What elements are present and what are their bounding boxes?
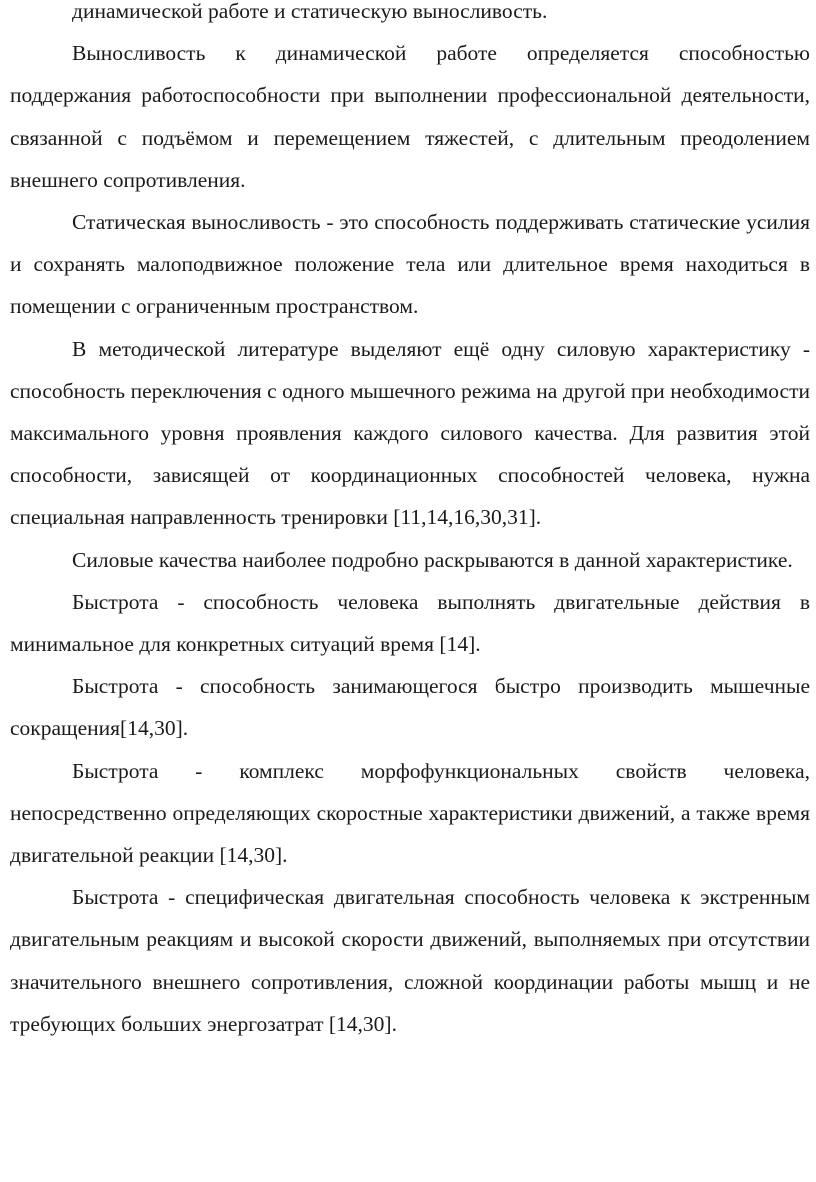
paragraph-dynamic-endurance: Выносливость к динамической работе определяется способностью поддержания работоспособности при выполнении профессиональной деятельности, связанной с подъёмом и перемещением тяжестей, с длительным преодолением внешнего сопротивления.	[10, 41, 810, 192]
paragraph-speed-definition-4: Быстрота - специфическая двигательная способность человека к экстренным двигательным реакциям и высокой скорости движений, выполняемых при отсутствии значительного внешнего сопротивления, сложной координации работы мышц и не требующих больших энергозатрат [14,30].	[10, 885, 810, 1036]
paragraph-speed-definition-1: Быстрота - способность человека выполнять двигательные действия в минимальное для конкретных ситуаций время [14].	[10, 589, 810, 657]
document-page	[10, 0, 810, 1045]
paragraph-static-endurance: Статическая выносливость - это способность поддерживать статические усилия и сохранять малоподвижное положение тела или длительное время находиться в помещении с ограниченным пространством.	[10, 210, 810, 319]
paragraph-strength-qualities: Силовые качества наиболее подробно раскрываются в данной характеристике.	[72, 547, 793, 572]
paragraph-switching-ability: В методической литературе выделяют ещё одну силовую характеристику - способность переключения с одного мышечного режима на другой при необходимости максимального уровня проявления каждого силового качества. Для развития этой способности, зависящей от координационных способностей человека, нужна специальная направленность тренировки [11,14,16,30,31].	[10, 336, 810, 530]
paragraph-continuation: динамической работе и статическую выносливость.	[72, 0, 548, 23]
paragraph-speed-definition-2: Быстрота - способность занимающегося быстро производить мышечные сокращения[14,30].	[10, 674, 810, 741]
paragraph-speed-definition-3: Быстрота - комплекс морфофункциональных свойств человека, непосредственно определяющих скоростные характеристики движений, а также время двигательной реакции [14,30].	[10, 758, 810, 868]
